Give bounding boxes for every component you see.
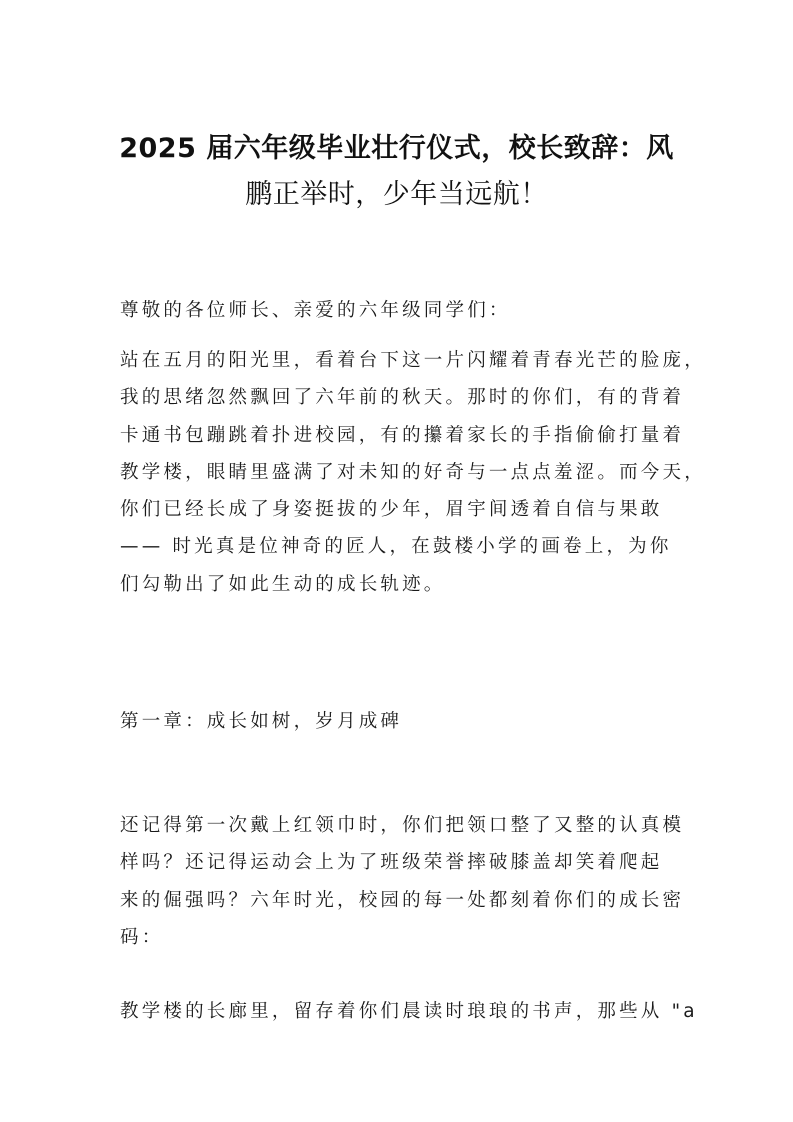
salutation-text: 尊敬的各位师长、亲爱的六年级同学们： <box>120 300 511 321</box>
paragraph-line: 卡通书包蹦跳着扑进校园，有的攥着家长的手指偷偷打量着 <box>120 424 685 446</box>
paragraph-line: 还记得第一次戴上红领巾时，你们把领口整了又整的认真模 <box>120 815 685 836</box>
chapter-1-heading <box>120 703 676 740</box>
paragraph-line: 你们已经长成了身姿挺拔的少年，眉宇间透着自信与果敢 <box>120 499 663 521</box>
paragraph-line: 码： <box>120 926 164 948</box>
paragraph-line: 我的思绪忽然飘回了六年前的秋天。那时的你们，有的背着 <box>120 387 685 409</box>
document-title <box>100 126 693 218</box>
paragraph-corridor <box>120 993 698 1030</box>
chapter-heading-text: 第一章：成长如树，岁月成碑 <box>120 711 403 732</box>
paragraph-line: 教学楼，眼睛里盛满了对未知的好奇与一点点羞涩。而今天， <box>120 461 706 483</box>
title-line-2: 鹏正举时，少年当远航！ <box>245 179 548 210</box>
paragraph-line: 样吗？还记得运动会上为了班级荣誉摔破膝盖却笑着爬起 <box>120 852 663 874</box>
paragraph-line: 站在五月的阳光里，看着台下这一片闪耀着青春光芒的脸庞， <box>120 350 706 371</box>
paragraph-line: 们勾勒出了如此生动的成长轨迹。 <box>120 573 446 595</box>
paragraph-line: 教学楼的长廊里，留存着你们晨读时琅琅的书声，那些从 "a <box>120 1001 698 1022</box>
salutation <box>120 292 676 329</box>
paragraph-line: 来的倔强吗？六年时光，校园的每一处都刻着你们的成长密 <box>120 889 685 911</box>
paragraph-chapter-1 <box>120 807 685 956</box>
title-line-1: 2025 届六年级毕业壮行仪式，校长致辞：风 <box>119 133 674 164</box>
paragraph-line: —— 时光真是位神奇的匠人，在鼓楼小学的画卷上，为你 <box>120 536 672 558</box>
paragraph-opening <box>120 342 706 603</box>
